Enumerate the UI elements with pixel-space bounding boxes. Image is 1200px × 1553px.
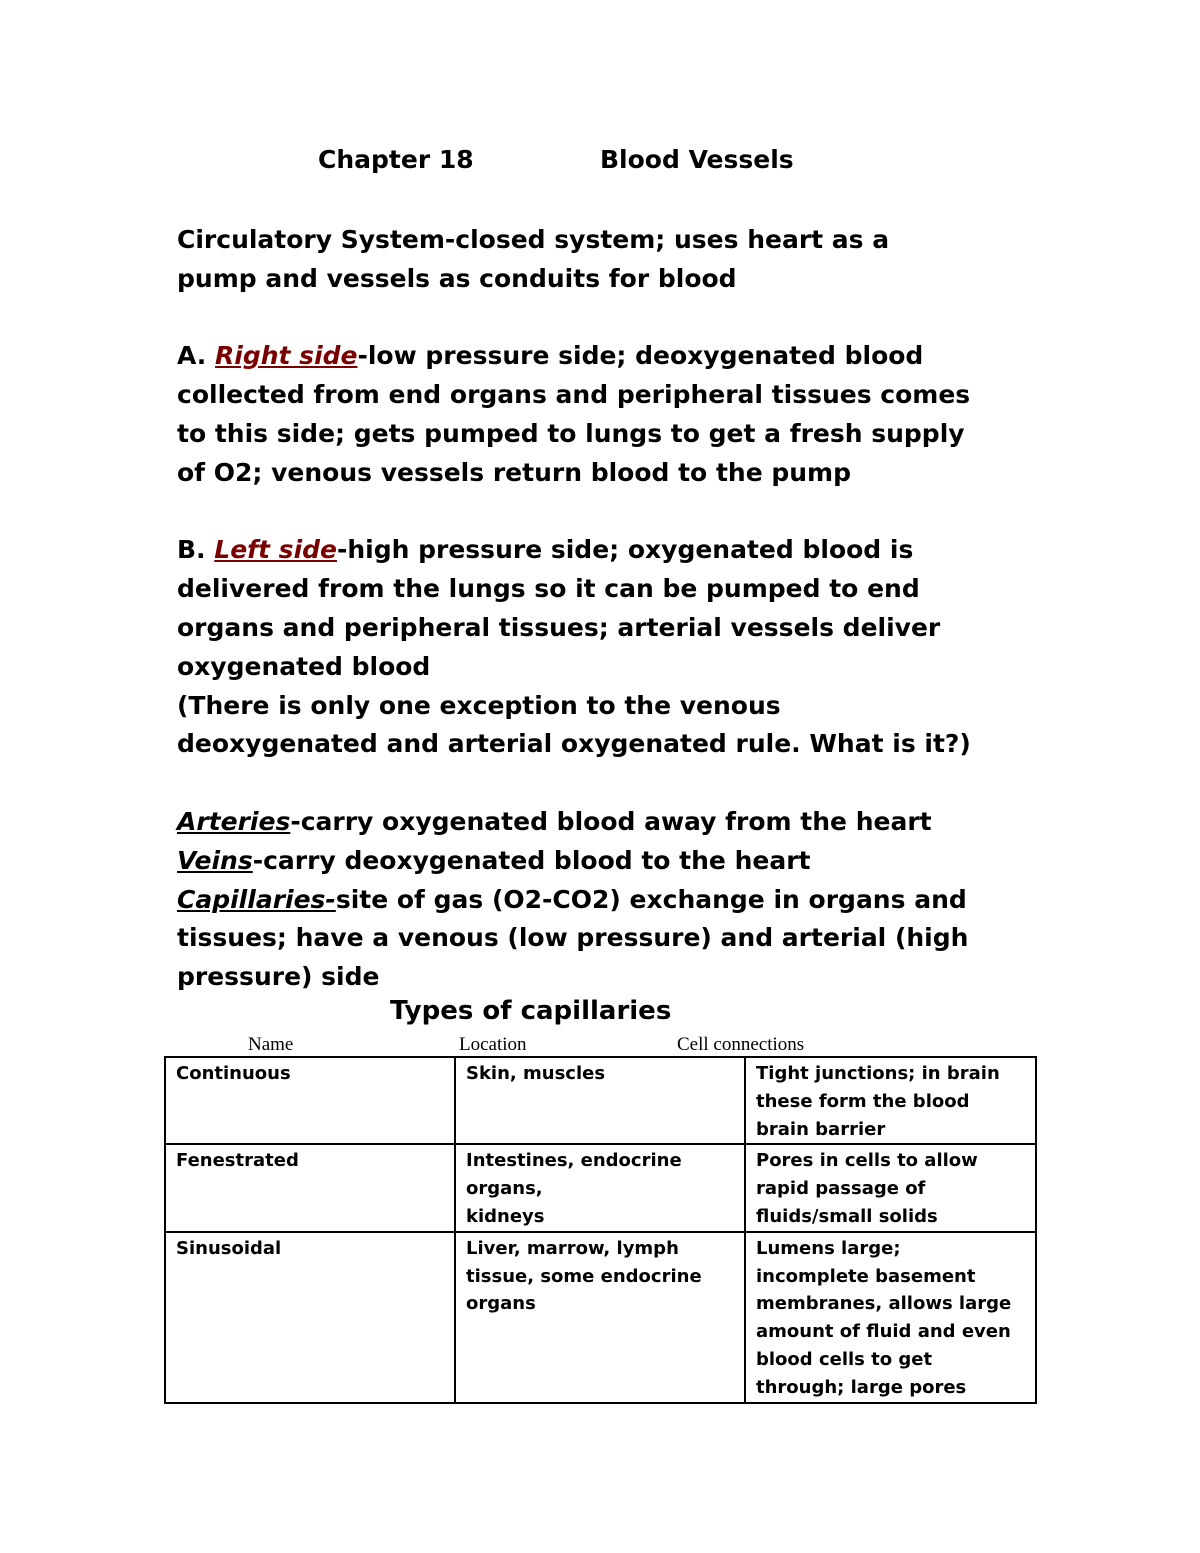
section-a-line: collected from end organs and peripheral tissues comes (177, 380, 971, 410)
arteries-text: -carry oxygenated blood away from the heart (290, 806, 932, 836)
section-a-line: to this side; gets pumped to lungs to get a fresh supply (177, 418, 965, 448)
veins-line (177, 842, 1047, 881)
section-b-line: delivered from the lungs so it can be pumped to end (177, 574, 920, 604)
capillaries-line: tissues; have a venous (low pressure) and arterial (high (177, 923, 969, 953)
body-text (177, 221, 1047, 997)
cell-line: through; large pores (756, 1376, 967, 1398)
capillary-name-cell (165, 1057, 455, 1144)
capillary-connections-cell (745, 1232, 1036, 1403)
table-row (165, 1057, 1036, 1144)
table-row (165, 1232, 1036, 1403)
column-header-location: Location (459, 1034, 527, 1055)
section-a-line: of O2; venous vessels return blood to the pump (177, 457, 851, 487)
table-caption: Types of capillaries (390, 996, 672, 1026)
capillary-types-table (164, 1056, 1037, 1404)
right-side-term: Right side (215, 341, 358, 371)
cell-line: blood cells to get (756, 1348, 933, 1370)
veins-term: Veins (177, 845, 253, 875)
section-a-text: -low pressure side; deoxygenated blood (357, 341, 924, 371)
section-a-line (177, 337, 1047, 376)
intro-line: pump and vessels as conduits for blood (177, 263, 737, 293)
chapter-topic: Blood Vessels (600, 145, 794, 174)
capillaries-text: site of gas (O2-CO2) exchange in organs and (335, 884, 967, 914)
capillary-location-cell (455, 1057, 745, 1144)
capillary-name-cell (165, 1144, 455, 1231)
table-column-headers (0, 1034, 1200, 1056)
capillaries-line: pressure) side (177, 962, 380, 992)
section-b-line: oxygenated blood (177, 651, 431, 681)
column-header-name: Name (248, 1034, 294, 1055)
section-b-line: deoxygenated and arterial oxygenated rule. What is it?) (177, 729, 971, 759)
chapter-label: Chapter 18 (318, 145, 474, 174)
capillary-connections-cell (745, 1144, 1036, 1231)
arteries-term: Arteries (177, 806, 291, 836)
cell-line: Tight junctions; in brain (756, 1063, 1000, 1084)
arteries-line (177, 803, 1047, 842)
cell-line: fluids/small solids (756, 1205, 938, 1227)
cell-line: brain barrier (756, 1118, 886, 1140)
section-b-prefix: B. (177, 535, 215, 565)
page-title (0, 145, 1200, 179)
capillaries-line (177, 881, 1047, 920)
capillary-name-cell (165, 1232, 455, 1403)
left-side-term: Left side (214, 535, 337, 565)
section-b-line: (There is only one exception to the venous (177, 690, 781, 720)
cell-line: Pores in cells to allow (756, 1150, 978, 1172)
cell-line: Sinusoidal (176, 1237, 282, 1259)
section-b-line: organs and peripheral tissues; arterial vessels deliver (177, 612, 941, 642)
capillaries-term: Capillaries- (177, 884, 336, 914)
capillary-location-cell (455, 1232, 745, 1403)
cell-line: Skin, muscles (466, 1063, 606, 1084)
cell-line: membranes, allows large (756, 1293, 1012, 1315)
column-header-connections: Cell connections (677, 1034, 805, 1055)
capillary-connections-cell (745, 1057, 1036, 1144)
cell-line: incomplete basement (756, 1265, 976, 1287)
cell-line: Lumens large; (756, 1237, 901, 1259)
cell-line: Intestines, endocrine (466, 1150, 682, 1172)
veins-text: -carry deoxygenated blood to the heart (252, 845, 811, 875)
cell-line: organs (466, 1293, 536, 1315)
intro-line: Circulatory System-closed system; uses heart as a (177, 225, 890, 254)
cell-line: amount of fluid and even (756, 1321, 1011, 1343)
section-a-prefix: A. (177, 341, 216, 371)
cell-line: these form the blood (756, 1090, 970, 1112)
capillary-location-cell (455, 1144, 745, 1231)
cell-line: kidneys (466, 1205, 545, 1227)
cell-line: Liver, marrow, lymph (466, 1237, 679, 1259)
cell-line: rapid passage of (756, 1178, 926, 1200)
cell-line: Continuous (176, 1063, 291, 1084)
cell-line: Fenestrated (176, 1150, 299, 1172)
section-b-text: -high pressure side; oxygenated blood is (336, 535, 914, 565)
cell-line: organs, (466, 1178, 543, 1200)
cell-line: tissue, some endocrine (466, 1265, 702, 1287)
section-b-line (177, 531, 1047, 570)
table-row (165, 1144, 1036, 1231)
